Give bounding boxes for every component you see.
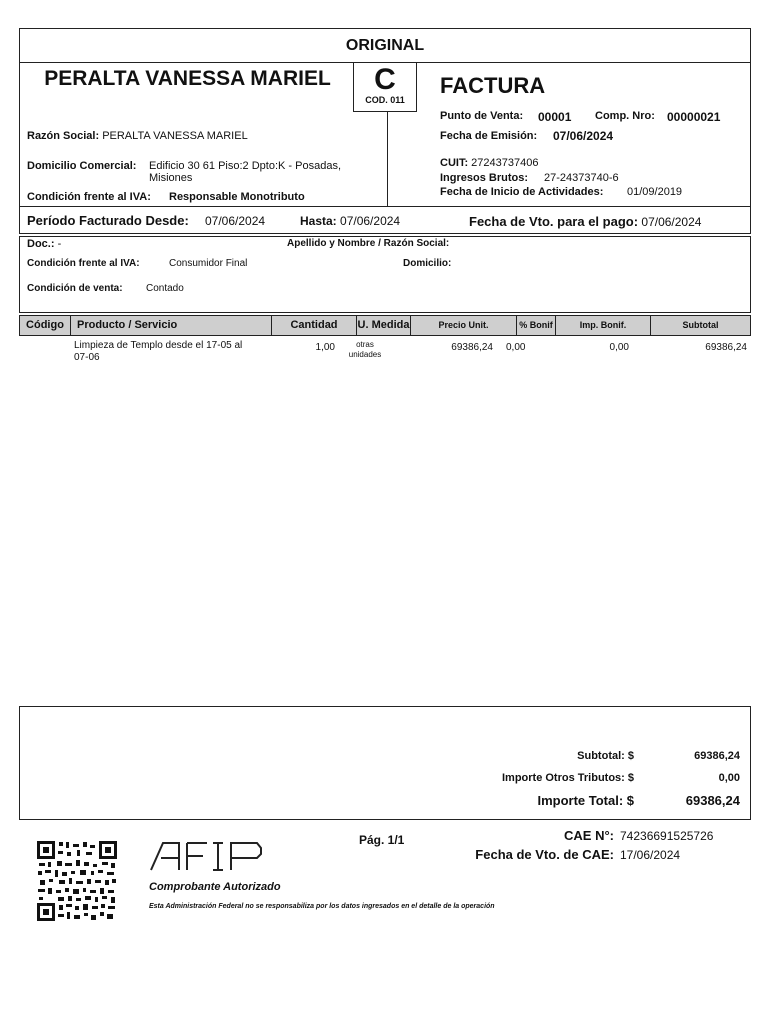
domicilio-line1: Edificio 30 61 Piso:2 Dpto:K - Posadas, (149, 160, 341, 172)
periodo-hasta-row (300, 214, 400, 228)
inicio-actividades-label: Fecha de Inicio de Actividades: (440, 186, 604, 198)
subtotal-value: 69386,24 (694, 750, 740, 762)
issuer-name: PERALTA VANESSA MARIEL (44, 67, 331, 90)
cae-vto-label: Fecha de Vto. de CAE: (475, 847, 614, 862)
items-table-header (19, 315, 751, 336)
col-bonif-pct: % Bonif (517, 316, 556, 335)
client-iva-value: Consumidor Final (169, 258, 248, 269)
ingresos-brutos-value: 27-24373740-6 (544, 172, 619, 184)
ingresos-brutos-label: Ingresos Brutos: (440, 172, 529, 184)
vto-pago-row (469, 214, 701, 229)
client-nombre-label: Apellido y Nombre / Razón Social: (287, 238, 450, 249)
condicion-venta-label: Condición de venta: (27, 283, 123, 294)
qr-code (36, 840, 118, 922)
page-number: Pág. 1/1 (359, 833, 405, 847)
cuit-label: CUIT: (440, 157, 469, 169)
cuit-row (440, 157, 538, 169)
inicio-actividades-value: 01/09/2019 (627, 186, 683, 198)
condicion-venta-value: Contado (146, 283, 184, 294)
vto-pago-label: Fecha de Vto. para el pago: (469, 214, 639, 229)
col-imp-bonif: Imp. Bonif. (556, 316, 651, 335)
comp-nro-value: 00000021 (667, 110, 721, 124)
client-doc-row (27, 238, 61, 250)
client-doc-label: Doc.: (27, 238, 55, 250)
issuer-iva-value: Responsable Monotributo (169, 191, 305, 203)
client-domicilio-label: Domicilio: (403, 258, 452, 269)
row-cantidad: 1,00 (315, 342, 335, 353)
row-subtotal: 69386,24 (705, 342, 747, 353)
punto-venta-label: Punto de Venta: (440, 110, 524, 122)
col-producto: Producto / Servicio (71, 316, 272, 335)
razon-social-value: PERALTA VANESSA MARIEL (102, 130, 248, 142)
row-umedida-line1: otras (356, 340, 374, 349)
client-doc-value: - (57, 238, 62, 250)
col-precio: Precio Unit. (411, 316, 517, 335)
periodo-desde-label: Período Facturado Desde: (27, 213, 189, 228)
row-producto-line2: 07-06 (74, 352, 100, 363)
col-umedida: U. Medida (357, 316, 411, 335)
row-producto-line1: Limpieza de Templo desde el 17-05 al (74, 340, 243, 351)
subtotal-label: Subtotal: $ (577, 750, 634, 762)
cae-label: CAE N°: (564, 828, 614, 843)
invoice-code: COD. 011 (365, 95, 405, 105)
comprobante-autorizado: Comprobante Autorizado (149, 881, 281, 893)
cae-value: 74236691525726 (620, 829, 714, 843)
importe-total-label: Importe Total: $ (537, 793, 634, 808)
vto-pago-value: 07/06/2024 (641, 215, 702, 229)
col-subtotal: Subtotal (682, 320, 719, 330)
row-imp-bonif: 0,00 (609, 342, 629, 353)
periodo-hasta-label: Hasta: (300, 214, 337, 228)
afip-logo-text: AFIP (207, 864, 210, 865)
comp-nro-label: Comp. Nro: (595, 110, 655, 122)
table-row (19, 339, 751, 369)
invoice-letter: C (374, 63, 396, 96)
row-umedida-line2: unidades (348, 350, 382, 359)
punto-venta-value: 00001 (538, 110, 572, 124)
cae-vto-value: 17/06/2024 (620, 848, 681, 862)
domicilio-label: Domicilio Comercial: (27, 160, 137, 172)
invoice-letter-box (353, 62, 417, 112)
fecha-emision-value: 07/06/2024 (553, 129, 614, 143)
razon-social-label: Razón Social: (27, 130, 100, 142)
doc-type-title: FACTURA (440, 73, 546, 98)
issuer-iva-label: Condición frente al IVA: (27, 191, 151, 203)
importe-total-value: 69386,24 (685, 793, 740, 808)
razon-social-row (27, 130, 248, 142)
domicilio-line2: Misiones (149, 172, 193, 184)
row-precio: 69386,24 (451, 342, 493, 353)
col-cantidad: Cantidad (272, 316, 357, 335)
cuit-value: 27243737406 (471, 157, 539, 169)
client-iva-label: Condición frente al IVA: (27, 258, 140, 269)
fecha-emision-label: Fecha de Emisión: (440, 130, 538, 142)
col-codigo: Código (20, 316, 71, 335)
copy-label: ORIGINAL (19, 28, 751, 63)
header-divider (387, 111, 388, 207)
row-bonif-pct: 0,00 (506, 342, 526, 353)
afip-logo (149, 840, 265, 872)
periodo-hasta-value: 07/06/2024 (340, 214, 401, 228)
periodo-desde-value: 07/06/2024 (205, 214, 266, 228)
disclaimer: Esta Administración Federal no se responsabiliza por los datos ingresados en el detalle de la operación (149, 903, 495, 910)
otros-tributos-value: 0,00 (718, 772, 740, 784)
otros-tributos-label: Importe Otros Tributos: $ (501, 772, 634, 784)
